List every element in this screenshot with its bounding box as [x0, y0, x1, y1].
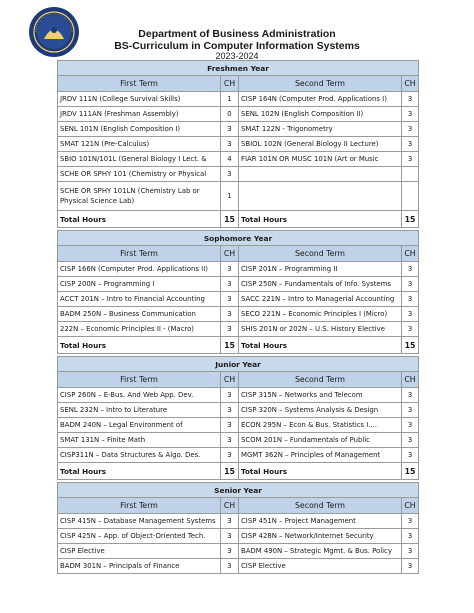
first-term-total: 15	[221, 463, 239, 480]
course-row	[58, 262, 419, 277]
first-term-credit-hours: 3	[221, 388, 239, 403]
first-term-header: First Term	[58, 76, 221, 92]
second-term-course: SACC 221N – Intro to Managerial Accounting	[239, 292, 402, 307]
second-term-course: SCOM 201N – Fundamentals of Public	[239, 433, 402, 448]
academic-year: 2023-2024	[215, 51, 259, 61]
second-term-credit-hours: 3	[402, 514, 419, 529]
second-term-total: 15	[402, 337, 419, 354]
first-term-credit-hours: 3	[221, 167, 239, 182]
first-term-course: BADM 240N – Legal Environment of	[58, 418, 221, 433]
course-row	[58, 448, 419, 463]
course-row	[58, 277, 419, 292]
program-title: BS-Curriculum in Computer Information Systems	[114, 40, 360, 52]
total-hours-label: Total Hours	[239, 463, 402, 480]
first-term-course: SCHE OR SPHY 101LN (Chemistry Lab or Physical Science Lab)	[58, 182, 221, 211]
course-row	[58, 137, 419, 152]
second-term-course: SECO 221N – Economic Principles I (Micro)	[239, 307, 402, 322]
first-term-course: 222N – Economic Principles II - (Macro)	[58, 322, 221, 337]
second-term-credit-hours: 3	[402, 292, 419, 307]
course-row	[58, 388, 419, 403]
second-term-credit-hours: 3	[402, 433, 419, 448]
second-term-credit-hours: 3	[402, 544, 419, 559]
second-term-course: CISP Elective	[239, 559, 402, 574]
course-row	[58, 122, 419, 137]
first-term-course: JRDV 111AN (Freshman Assembly)	[58, 107, 221, 122]
course-row	[58, 559, 419, 574]
total-hours-row	[58, 337, 419, 354]
second-term-header: Second Term	[239, 246, 402, 262]
year-title: Senior Year	[58, 483, 419, 498]
second-term-course: CISP 320N – Systems Analysis & Design	[239, 403, 402, 418]
first-term-credit-hours: 3	[221, 307, 239, 322]
total-hours-label: Total Hours	[58, 463, 221, 480]
term-header-row	[58, 76, 419, 92]
second-term-header: Second Term	[239, 76, 402, 92]
second-term-course: ECON 295N – Econ & Bus. Statistics I....	[239, 418, 402, 433]
term-header-row	[58, 246, 419, 262]
first-term-course: CISP 166N (Computer Prod. Applications II)	[58, 262, 221, 277]
first-term-credit-hours: 3	[221, 122, 239, 137]
ch-header: CH	[402, 246, 419, 262]
total-hours-row	[58, 463, 419, 480]
second-term-course	[239, 167, 402, 182]
first-term-course: SMAT 131N – Finite Math	[58, 433, 221, 448]
total-hours-label: Total Hours	[58, 211, 221, 228]
first-term-credit-hours: 3	[221, 418, 239, 433]
total-hours-row	[58, 211, 419, 228]
second-term-course: CISP 451N – Project Management	[239, 514, 402, 529]
ch-header: CH	[221, 498, 239, 514]
ch-header: CH	[221, 246, 239, 262]
first-term-course: BADM 301N – Principals of Finance	[58, 559, 221, 574]
first-term-header: First Term	[58, 246, 221, 262]
second-term-credit-hours: 3	[402, 388, 419, 403]
second-term-credit-hours: 3	[402, 137, 419, 152]
second-term-credit-hours: 3	[402, 277, 419, 292]
ch-header: CH	[402, 76, 419, 92]
first-term-course: SBIO 101N/101L (General Biology I Lect. &	[58, 152, 221, 167]
second-term-course: CISP 201N – Programming II	[239, 262, 402, 277]
course-row	[58, 433, 419, 448]
total-hours-label: Total Hours	[239, 337, 402, 354]
course-row	[58, 418, 419, 433]
curriculum-table	[57, 60, 419, 574]
second-term-credit-hours: 3	[402, 448, 419, 463]
ch-header: CH	[402, 498, 419, 514]
first-term-total: 15	[221, 211, 239, 228]
first-term-course: ACCT 201N – Intro to Financial Accounting	[58, 292, 221, 307]
first-term-course: CISP Elective	[58, 544, 221, 559]
course-row	[58, 92, 419, 107]
second-term-credit-hours: 3	[402, 529, 419, 544]
total-hours-label: Total Hours	[58, 337, 221, 354]
second-term-credit-hours: 3	[402, 418, 419, 433]
second-term-credit-hours: 3	[402, 403, 419, 418]
first-term-credit-hours: 3	[221, 277, 239, 292]
first-term-credit-hours: 3	[221, 137, 239, 152]
course-row	[58, 152, 419, 167]
department-title: Department of Business Administration	[138, 28, 336, 40]
course-row	[58, 322, 419, 337]
second-term-course: BADM 490N – Strategic Mgmt. & Bus. Policy	[239, 544, 402, 559]
first-term-credit-hours: 1	[221, 182, 239, 211]
ch-header: CH	[221, 76, 239, 92]
first-term-credit-hours: 1	[221, 92, 239, 107]
course-row	[58, 167, 419, 182]
year-header-row	[58, 61, 419, 76]
second-term-course: CISP 250N – Fundamentals of Info. Systems	[239, 277, 402, 292]
first-term-course: SENL 232N – Intro to Literature	[58, 403, 221, 418]
course-row	[58, 529, 419, 544]
second-term-course: CISP 428N – Network/Internet Security	[239, 529, 402, 544]
second-term-course: SENL 102N (English Composition II)	[239, 107, 402, 122]
second-term-course: CISP 164N (Computer Prod. Applications I)	[239, 92, 402, 107]
first-term-course: JRDV 111N (College Survival Skills)	[58, 92, 221, 107]
second-term-course	[239, 182, 402, 211]
first-term-credit-hours: 3	[221, 514, 239, 529]
second-term-header: Second Term	[239, 498, 402, 514]
course-row	[58, 403, 419, 418]
second-term-course: SBIOL 102N (General Biology II Lecture)	[239, 137, 402, 152]
first-term-course: BADM 250N – Business Communication	[58, 307, 221, 322]
second-term-credit-hours	[402, 167, 419, 182]
second-term-credit-hours: 3	[402, 92, 419, 107]
first-term-course: CISP311N – Data Structures & Algo. Des.	[58, 448, 221, 463]
first-term-credit-hours: 3	[221, 544, 239, 559]
year-header-row	[58, 231, 419, 246]
first-term-credit-hours: 3	[221, 322, 239, 337]
course-row	[58, 292, 419, 307]
first-term-course: CISP 415N – Database Management Systems	[58, 514, 221, 529]
second-term-total: 15	[402, 211, 419, 228]
year-title: Junior Year	[58, 357, 419, 372]
ch-header: CH	[402, 372, 419, 388]
first-term-course: SENL 101N (English Composition I)	[58, 122, 221, 137]
term-header-row	[58, 372, 419, 388]
second-term-total: 15	[402, 463, 419, 480]
year-header-row	[58, 357, 419, 372]
second-term-course: MGMT 362N – Principles of Management	[239, 448, 402, 463]
first-term-credit-hours: 3	[221, 262, 239, 277]
second-term-credit-hours: 3	[402, 152, 419, 167]
first-term-course: CISP 425N – App. of Object-Oriented Tech.	[58, 529, 221, 544]
first-term-header: First Term	[58, 372, 221, 388]
course-row	[58, 544, 419, 559]
second-term-credit-hours: 3	[402, 107, 419, 122]
first-term-header: First Term	[58, 498, 221, 514]
second-term-course: SHIS 201N or 202N – U.S. History Elective	[239, 322, 402, 337]
second-term-credit-hours: 3	[402, 322, 419, 337]
year-header-row	[58, 483, 419, 498]
first-term-course: CISP 200N – Programming I	[58, 277, 221, 292]
second-term-course: SMAT 122N - Trigonometry	[239, 122, 402, 137]
first-term-credit-hours: 4	[221, 152, 239, 167]
year-title: Freshmen Year	[58, 61, 419, 76]
course-row	[58, 107, 419, 122]
second-term-credit-hours: 3	[402, 262, 419, 277]
second-term-course: FIAR 101N OR MUSC 101N (Art or Music	[239, 152, 402, 167]
course-row	[58, 182, 419, 211]
year-title: Sophomore Year	[58, 231, 419, 246]
first-term-credit-hours: 3	[221, 292, 239, 307]
first-term-credit-hours: 3	[221, 403, 239, 418]
first-term-course: SMAT 121N (Pre-Calculus)	[58, 137, 221, 152]
ch-header: CH	[221, 372, 239, 388]
first-term-course: CISP 260N – E-Bus. And Web App. Dev.	[58, 388, 221, 403]
course-row	[58, 307, 419, 322]
first-term-course: SCHE OR SPHY 101 (Chemistry or Physical	[58, 167, 221, 182]
second-term-credit-hours: 3	[402, 307, 419, 322]
course-row	[58, 514, 419, 529]
first-term-credit-hours: 3	[221, 433, 239, 448]
first-term-total: 15	[221, 337, 239, 354]
first-term-credit-hours: 3	[221, 559, 239, 574]
first-term-credit-hours: 3	[221, 448, 239, 463]
term-header-row	[58, 498, 419, 514]
total-hours-label: Total Hours	[239, 211, 402, 228]
first-term-credit-hours: 0	[221, 107, 239, 122]
second-term-credit-hours: 3	[402, 559, 419, 574]
second-term-credit-hours	[402, 182, 419, 211]
second-term-header: Second Term	[239, 372, 402, 388]
first-term-credit-hours: 3	[221, 529, 239, 544]
second-term-credit-hours: 3	[402, 122, 419, 137]
second-term-course: CISP 315N – Networks and Telecom	[239, 388, 402, 403]
